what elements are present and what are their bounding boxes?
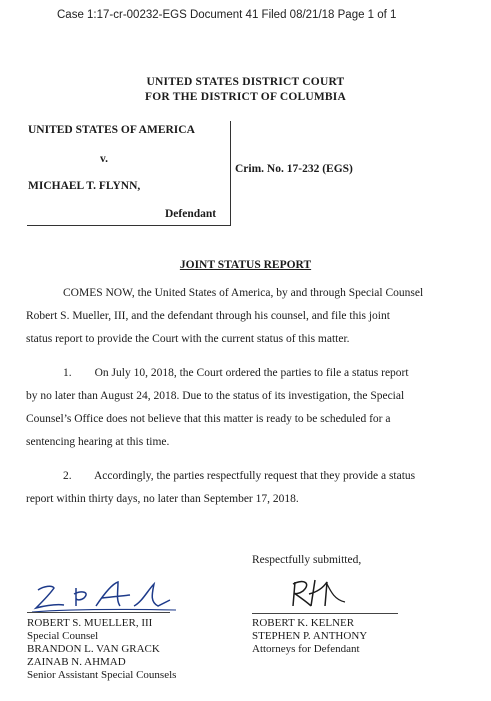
paragraph-1-line: by no later than August 24, 2018. Due to the status of its investigation, the Special bbox=[26, 390, 405, 402]
caption-plaintiff: UNITED STATES OF AMERICA bbox=[28, 124, 195, 136]
caption-vertical-rule bbox=[230, 121, 231, 225]
signer-name-left: ROBERT S. MUELLER, III bbox=[27, 617, 153, 629]
signer-name-right: STEPHEN P. ANTHONY bbox=[252, 630, 368, 642]
paragraph-2-line: 2. Accordingly, the parties respectfully request that they provide a status bbox=[63, 470, 416, 482]
caption-versus: v. bbox=[100, 153, 108, 165]
intro-line: status report to provide the Court with the current status of this matter. bbox=[26, 333, 350, 345]
signer-title-right: Attorneys for Defendant bbox=[252, 643, 360, 655]
court-name-line1: UNITED STATES DISTRICT COURT bbox=[146, 76, 345, 88]
caption-bottom-rule bbox=[27, 225, 231, 226]
signature-line-left bbox=[27, 612, 170, 613]
case-number: Crim. No. 17-232 (EGS) bbox=[235, 163, 353, 175]
intro-line: Robert S. Mueller, III, and the defendant through his counsel, and file this joint bbox=[26, 310, 390, 322]
document-title: JOINT STATUS REPORT bbox=[179, 259, 312, 271]
signer-name-right: ROBERT K. KELNER bbox=[252, 617, 355, 629]
paragraph-1-line: 1. On July 10, 2018, the Court ordered the parties to file a status report bbox=[63, 367, 409, 379]
paragraph-2-line: report within thirty days, no later than September 17, 2018. bbox=[26, 493, 299, 505]
closing-text: Respectfully submitted, bbox=[252, 554, 362, 566]
paragraph-1-line: Counsel’s Office does not believe that this matter is ready to be scheduled for a bbox=[26, 413, 391, 425]
signer-name-left: BRANDON L. VAN GRACK bbox=[27, 643, 160, 655]
intro-line: COMES NOW, the United States of America, by and through Special Counsel bbox=[63, 287, 424, 299]
signer-name-left: ZAINAB N. AHMAD bbox=[27, 656, 126, 668]
handwritten-signature-left bbox=[30, 576, 180, 616]
caption-defendant-role: Defendant bbox=[165, 208, 217, 220]
signer-title-left: Special Counsel bbox=[27, 630, 99, 642]
court-name-line2: FOR THE DISTRICT OF COLUMBIA bbox=[145, 91, 346, 103]
signature-line-right bbox=[252, 613, 398, 614]
caption-defendant: MICHAEL T. FLYNN, bbox=[28, 180, 141, 192]
signer-title-left: Senior Assistant Special Counsels bbox=[27, 669, 177, 681]
ecf-header: Case 1:17-cr-00232-EGS Document 41 Filed 08/21/18 Page 1 of 1 bbox=[57, 9, 397, 21]
handwritten-signature-right bbox=[287, 574, 357, 610]
paragraph-1-line: sentencing hearing at this time. bbox=[26, 436, 170, 448]
